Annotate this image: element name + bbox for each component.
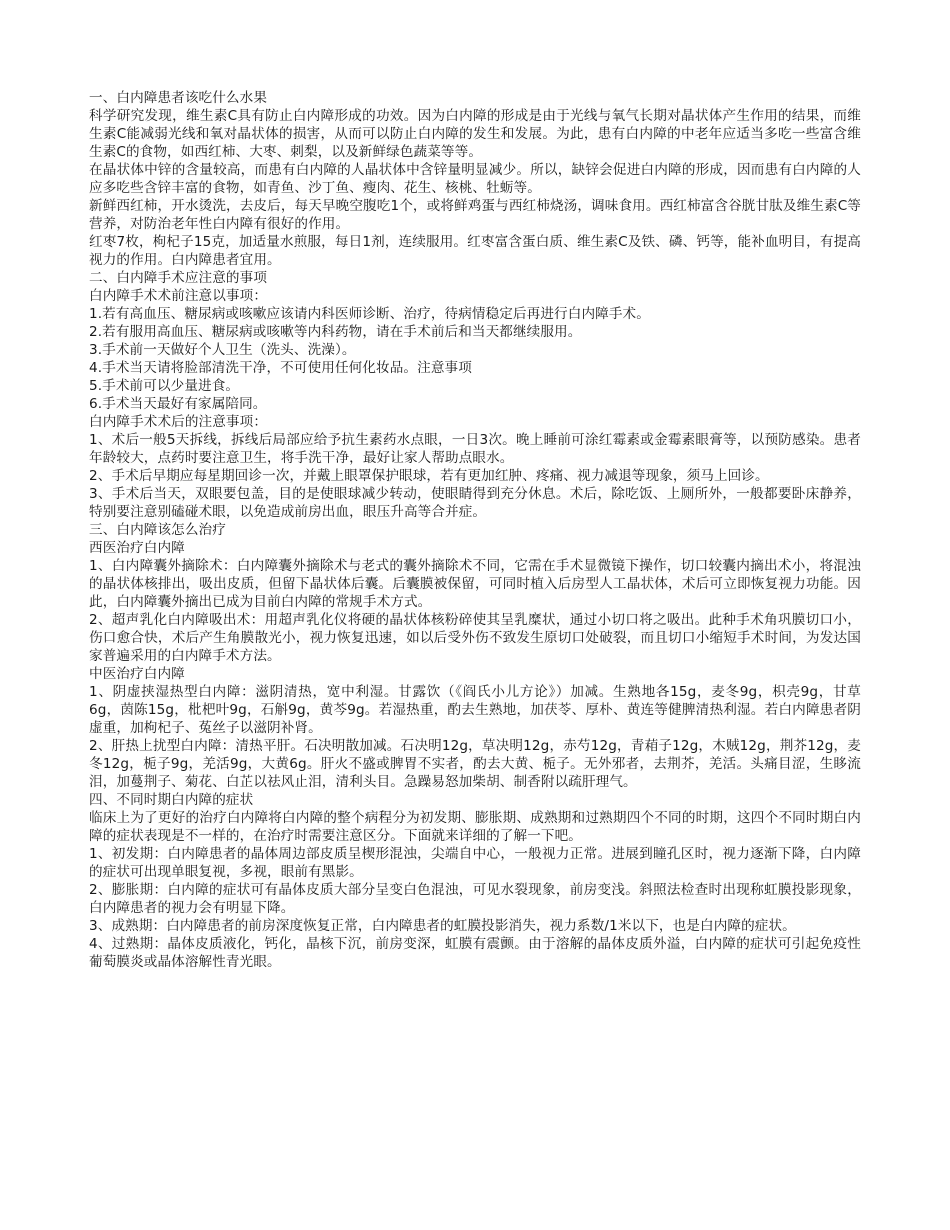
postop-item-2: 2、手术后早期应每星期回诊一次，并戴上眼罩保护眼球，若有更加红肿、疼痛、视力减退等现象，须马上回诊。 bbox=[89, 468, 769, 484]
paragraph-jujube: 红枣7枚，枸杞子15克，加适量水煎服，每日1剂，连续服用。红枣富含蛋白质、维生素C及铁、磷、钙等，能补血明目，有提高视力的作用。白内障患者宜用。 bbox=[89, 234, 861, 268]
section-heading-surgery: 二、白内障手术应注意的事项 bbox=[89, 270, 268, 286]
section-heading-fruits: 一、白内障患者该吃什么水果 bbox=[89, 90, 268, 106]
preop-item-6: 6.手术当天最好有家属陪同。 bbox=[89, 396, 267, 412]
stage-item-4: 4、过熟期：晶体皮质液化，钙化，晶核下沉，前房变深，虹膜有震颤。由于溶解的晶体皮质外溢，白内障的症状可引起免疫性葡萄膜炎或晶体溶解性青光眼。 bbox=[89, 936, 861, 970]
preop-item-1: 1.若有高血压、糖尿病或咳嗽应该请内科医师诊断、治疗，待病情稳定后再进行白内障手术。 bbox=[89, 306, 650, 322]
preop-item-4: 4.手术当天请将脸部清洗干净，不可使用任何化妆品。注意事项 bbox=[89, 360, 472, 376]
document-body bbox=[89, 89, 861, 971]
chinese-item-1: 1、阴虚挟湿热型白内障：滋阴清热，宽中利湿。甘露饮（《阎氏小儿方论》）加减。生熟地各15g，麦冬9g，枳壳9g，甘草6g，茵陈15g，枇杷叶9g，石斛9g，黄芩9g。若湿热重，酌去生熟地，加茯苓、厚朴、黄连等健脾清热利湿。若白内障患者阴虚重，加枸杞子、菟丝子以滋阴补肾。 bbox=[89, 684, 861, 736]
stage-item-2: 2、膨胀期：白内障的症状可有晶体皮质大部分呈变白色混浊，可见水裂现象，前房变浅。斜照法检查时出现称虹膜投影现象，白内障患者的视力会有明显下降。 bbox=[89, 882, 861, 916]
subheading-preop: 白内障手术术前注意以事项： bbox=[89, 288, 268, 304]
section-heading-treatment: 三、白内障该怎么治疗 bbox=[89, 522, 226, 538]
preop-item-3: 3.手术前一天做好个人卫生（洗头、洗澡）。 bbox=[89, 342, 356, 358]
paragraph-vitamin-c: 科学研究发现，维生素C具有防止白内障形成的功效。因为白内障的形成是由于光线与氧气长期对晶状体产生作用的结果，而维生素C能减弱光线和氧对晶状体的损害，从而可以防止白内障的发生和发展。为此，患有白内障的中老年应适当多吃一些富含维生素C的食物，如西红柿、大枣、刺梨，以及新鲜绿色蔬菜等等。 bbox=[89, 108, 861, 160]
preop-item-2: 2.若有服用高血压、糖尿病或咳嗽等内科药物，请在手术前后和当天都继续服用。 bbox=[89, 324, 582, 340]
paragraph-tomato: 新鲜西红柿，开水烫洗，去皮后，每天早晚空腹吃1个，或将鲜鸡蛋与西红柿烧汤，调味食用。西红柿富含谷胱甘肽及维生素C等营养，对防治老年性白内障有很好的作用。 bbox=[89, 198, 861, 232]
preop-item-5: 5.手术前可以少量进食。 bbox=[89, 378, 240, 394]
postop-item-3: 3、手术后当天，双眼要包盖，目的是使眼球减少转动，使眼睛得到充分休息。术后，除吃饭、上厕所外，一般都要卧床静养，特别要注意别磕碰术眼，以免造成前房出血，眼压升高等合并症。 bbox=[89, 486, 861, 520]
stage-item-3: 3、成熟期：白内障患者的前房深度恢复正常，白内障患者的虹膜投影消失，视力系数/1米以下，也是白内障的症状。 bbox=[89, 918, 796, 934]
paragraph-zinc: 在晶状体中锌的含量较高，而患有白内障的人晶状体中含锌量明显减少。所以，缺锌会促进白内障的形成，因而患有白内障的人应多吃些含锌丰富的食物，如青鱼、沙丁鱼、瘦肉、花生、核桃、牡蛎等。 bbox=[89, 162, 861, 196]
section-heading-stages: 四、不同时期白内障的症状 bbox=[89, 792, 254, 808]
chinese-item-2: 2、肝热上扰型白内障：清热平肝。石决明散加减。石决明12g，草决明12g，赤芍12g，青葙子12g，木贼12g，荆芥12g，麦冬12g，栀子9g，羌活9g，大黄6g。肝火不盛或脾胃不实者，酌去大黄、栀子。无外邪者，去荆芥，羌活。头痛目涩，生眵流泪，加蔓荆子、菊花、白芷以祛风止泪，清利头目。急躁易怒加柴胡、制香附以疏肝理气。 bbox=[89, 738, 861, 790]
subheading-chinese: 中医治疗白内障 bbox=[89, 666, 185, 682]
western-item-2: 2、超声乳化白内障吸出术：用超声乳化仪将硬的晶状体核粉碎使其呈乳糜状，通过小切口将之吸出。此种手术角巩膜切口小，伤口愈合快，术后产生角膜散光小，视力恢复迅速，如以后受外伤不致发生原切口处破裂，而且切口小缩短手术时间，为发达国家普遍采用的白内障手术方法。 bbox=[89, 612, 861, 664]
subheading-postop: 白内障手术术后的注意事项： bbox=[89, 414, 268, 430]
paragraph-stages-intro: 临床上为了更好的治疗白内障将白内障的整个病程分为初发期、膨胀期、成熟期和过熟期四个不同的时期，这四个不同时期白内障的症状表现是不一样的，在治疗时需要注意区分。下面就来详细的了解一下吧。 bbox=[89, 810, 861, 844]
stage-item-1: 1、初发期：白内障患者的晶体周边部皮质呈楔形混浊，尖端自中心，一般视力正常。进展到瞳孔区时，视力逐渐下降，白内障的症状可出现单眼复视，多视，眼前有黑影。 bbox=[89, 846, 861, 880]
postop-item-1: 1、术后一般5天拆线，拆线后局部应给予抗生素药水点眼，一日3次。晚上睡前可涂红霉素或金霉素眼膏等，以预防感染。患者年龄较大，点药时要注意卫生，将手洗干净，最好让家人帮助点眼水。 bbox=[89, 432, 861, 466]
subheading-western: 西医治疗白内障 bbox=[89, 540, 185, 556]
western-item-1: 1、白内障囊外摘除术：白内障囊外摘除术与老式的囊外摘除术不同，它需在手术显微镜下操作，切口较囊内摘出术小，将混浊的晶状体核排出，吸出皮质，但留下晶状体后囊。后囊膜被保留，可同时植入后房型人工晶状体，术后可立即恢复视力功能。因此，白内障囊外摘出已成为目前白内障的常规手术方式。 bbox=[89, 558, 861, 610]
